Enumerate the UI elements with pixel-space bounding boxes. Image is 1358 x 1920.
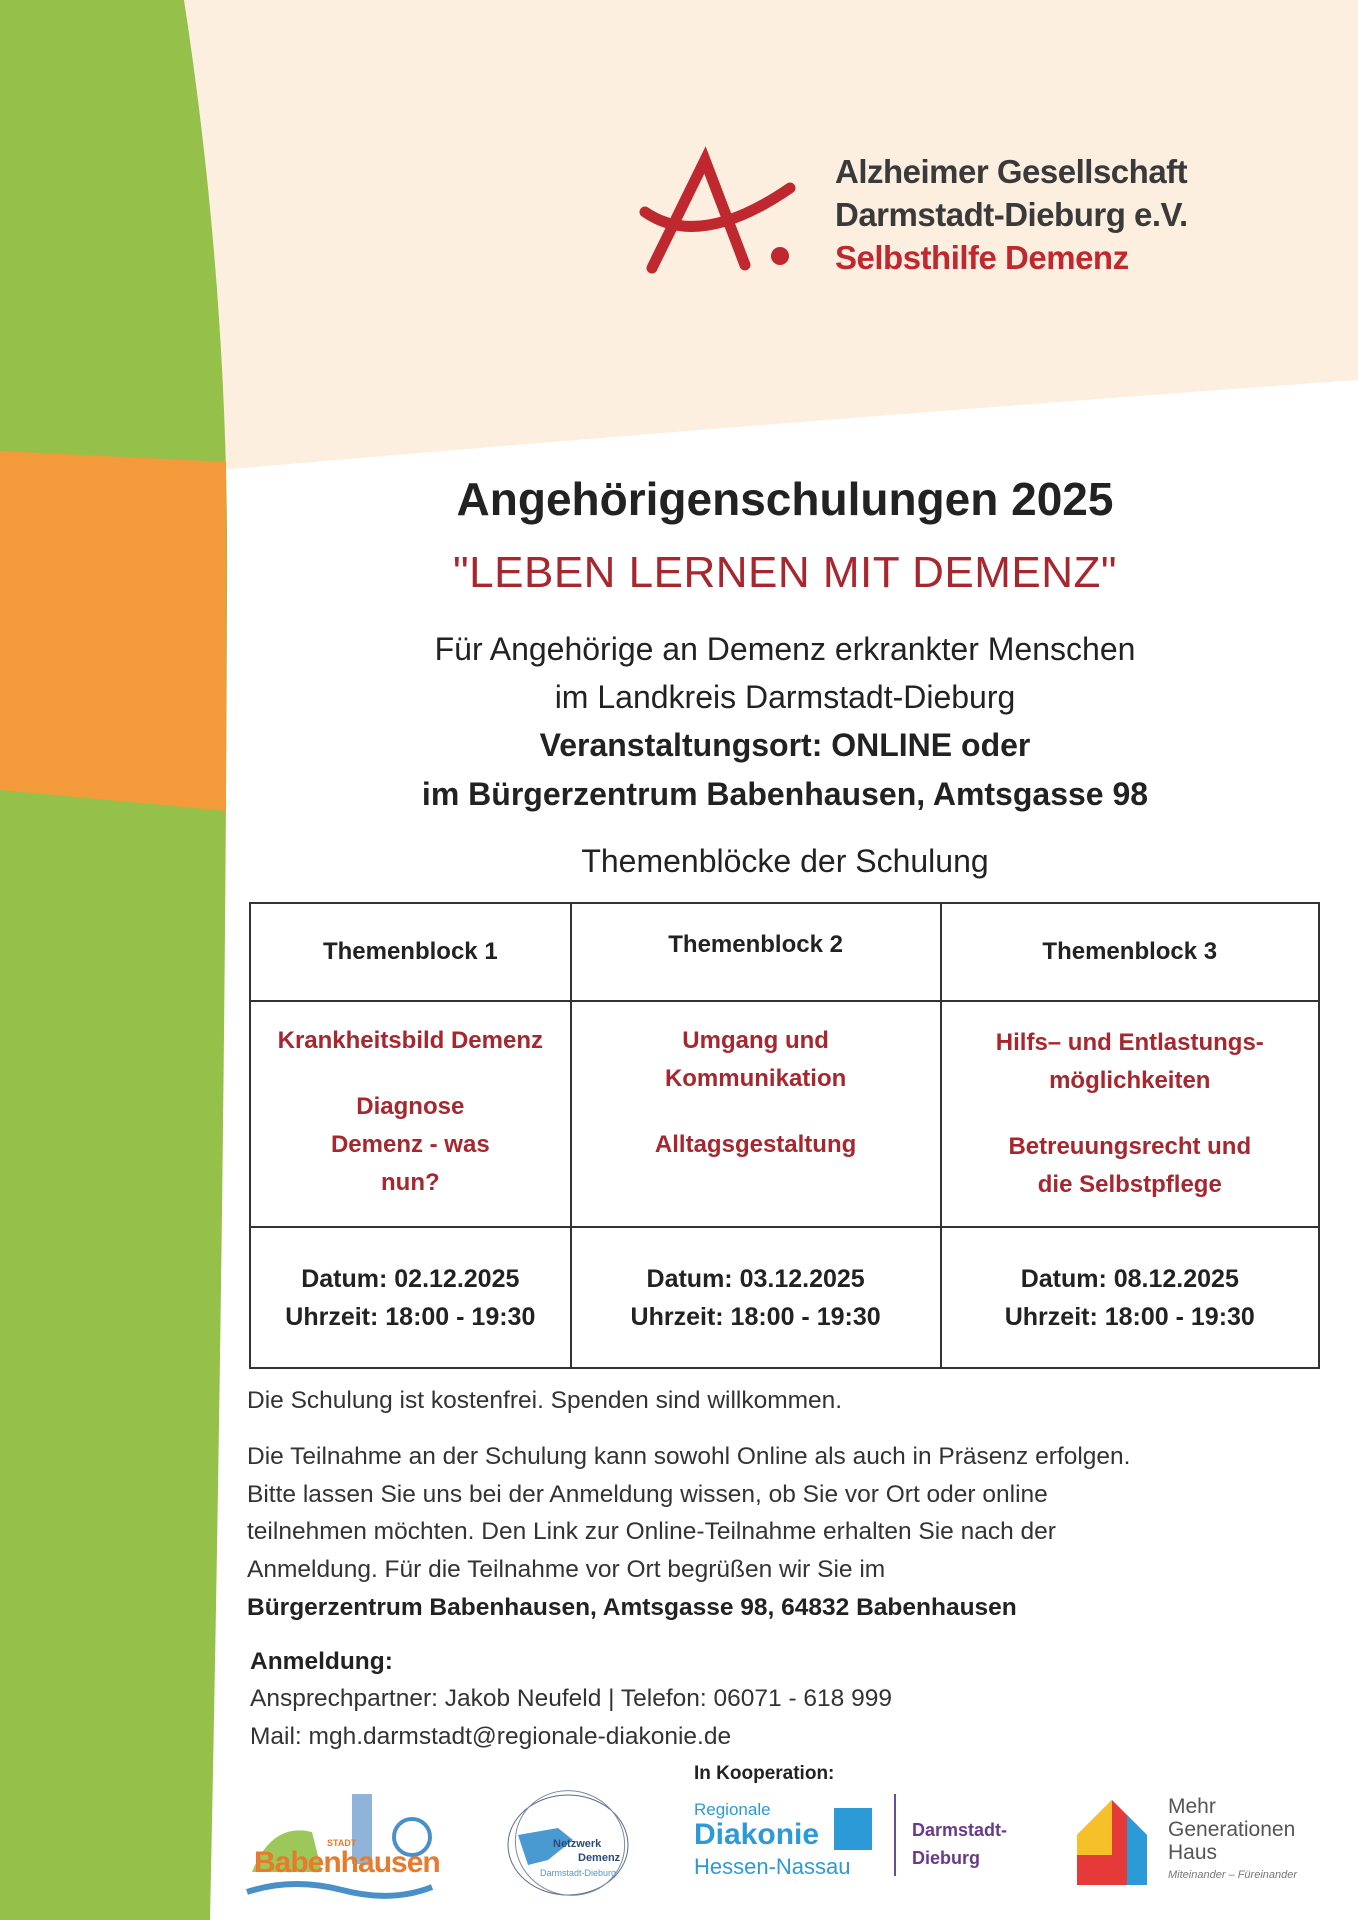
cost-note: Die Schulung ist kostenfrei. Spenden sind willkommen. bbox=[247, 1387, 843, 1414]
topic-cell: Umgang und Kommunikation Alltagsgestaltung bbox=[571, 1001, 941, 1227]
table-topics-row bbox=[250, 1001, 1319, 1227]
page-subtitle: "LEBEN LERNEN MIT DEMENZ" bbox=[453, 548, 1117, 597]
logo-line-3: Selbsthilfe Demenz bbox=[835, 239, 1129, 276]
mehrgenerationenhaus-logo: Mehr Generationen Haus Miteinander – Füreinander bbox=[1072, 1795, 1332, 1895]
info-paragraph-line: Anmeldung. Für die Teilnahme vor Ort begrüßen wir Sie im bbox=[247, 1556, 886, 1583]
section-heading: Themenblöcke der Schulung bbox=[581, 843, 989, 879]
logo-line-1: Alzheimer Gesellschaft bbox=[835, 153, 1188, 190]
header-cell: Themenblock 1 bbox=[250, 903, 571, 1001]
page-title: Angehörigenschulungen 2025 bbox=[456, 473, 1114, 525]
cooperation-label: In Kooperation: bbox=[694, 1763, 835, 1784]
diakonie-logo: Regionale Diakonie Hessen-Nassau Darmstadt- Dieburg bbox=[694, 1800, 1024, 1890]
intro-line: Für Angehörige an Demenz erkrankter Menschen bbox=[434, 631, 1136, 667]
info-paragraph-line: teilnehmen möchten. Den Link zur Online-Teilnahme erhalten Sie nach der bbox=[247, 1518, 1056, 1545]
puzzle-house-icon bbox=[1072, 1795, 1152, 1885]
venue-line: Veranstaltungsort: ONLINE oder bbox=[539, 727, 1031, 763]
registration-email[interactable]: Mail: mgh.darmstadt@regionale-diakonie.de bbox=[250, 1723, 732, 1750]
info-paragraph-line: Bitte lassen Sie uns bei der Anmeldung wissen, ob Sie vor Ort oder online bbox=[247, 1481, 1048, 1508]
table-dates-row bbox=[250, 1227, 1319, 1368]
venue-address: im Bürgerzentrum Babenhausen, Amtsgasse 98 bbox=[421, 776, 1149, 812]
green-band bbox=[0, 0, 227, 1920]
logo-divider bbox=[894, 1794, 896, 1876]
topic-cell: Hilfs– und Entlastungs-möglichkeiten Betreuungsrecht und die Selbstpflege bbox=[941, 1001, 1319, 1227]
organization-logo-text bbox=[835, 150, 1188, 279]
date-cell: Datum: 02.12.2025 Uhrzeit: 18:00 - 19:30 bbox=[250, 1227, 571, 1368]
header-cell: Themenblock 3 bbox=[941, 903, 1319, 1001]
date-cell: Datum: 08.12.2025 Uhrzeit: 18:00 - 19:30 bbox=[941, 1227, 1319, 1368]
info-paragraph-line: Die Teilnahme an der Schulung kann sowohl Online als auch in Präsenz erfolgen. bbox=[247, 1443, 1131, 1470]
babenhausen-logo: STADT Babenhausen bbox=[232, 1782, 452, 1907]
netzwerk-demenz-logo: Netzwerk Demenz Darmstadt-Dieburg bbox=[498, 1790, 646, 1900]
intro-line: im Landkreis Darmstadt-Dieburg bbox=[554, 679, 1016, 715]
diakonie-cross-icon bbox=[834, 1808, 872, 1850]
orange-band bbox=[0, 451, 226, 811]
header-cell: Themenblock 2 bbox=[571, 903, 941, 1001]
date-cell: Datum: 03.12.2025 Uhrzeit: 18:00 - 19:30 bbox=[571, 1227, 941, 1368]
topic-cell: Krankheitsbild Demenz Diagnose Demenz - was nun? bbox=[250, 1001, 571, 1227]
table-header-row bbox=[250, 903, 1319, 1001]
registration-heading: Anmeldung: bbox=[250, 1648, 393, 1675]
registration-contact: Ansprechpartner: Jakob Neufeld | Telefon: 06071 - 618 999 bbox=[250, 1685, 892, 1712]
venue-full-address: Bürgerzentrum Babenhausen, Amtsgasse 98, 64832 Babenhausen bbox=[247, 1594, 1017, 1621]
schedule-table bbox=[249, 902, 1320, 1369]
logo-line-2: Darmstadt-Dieburg e.V. bbox=[835, 196, 1188, 233]
